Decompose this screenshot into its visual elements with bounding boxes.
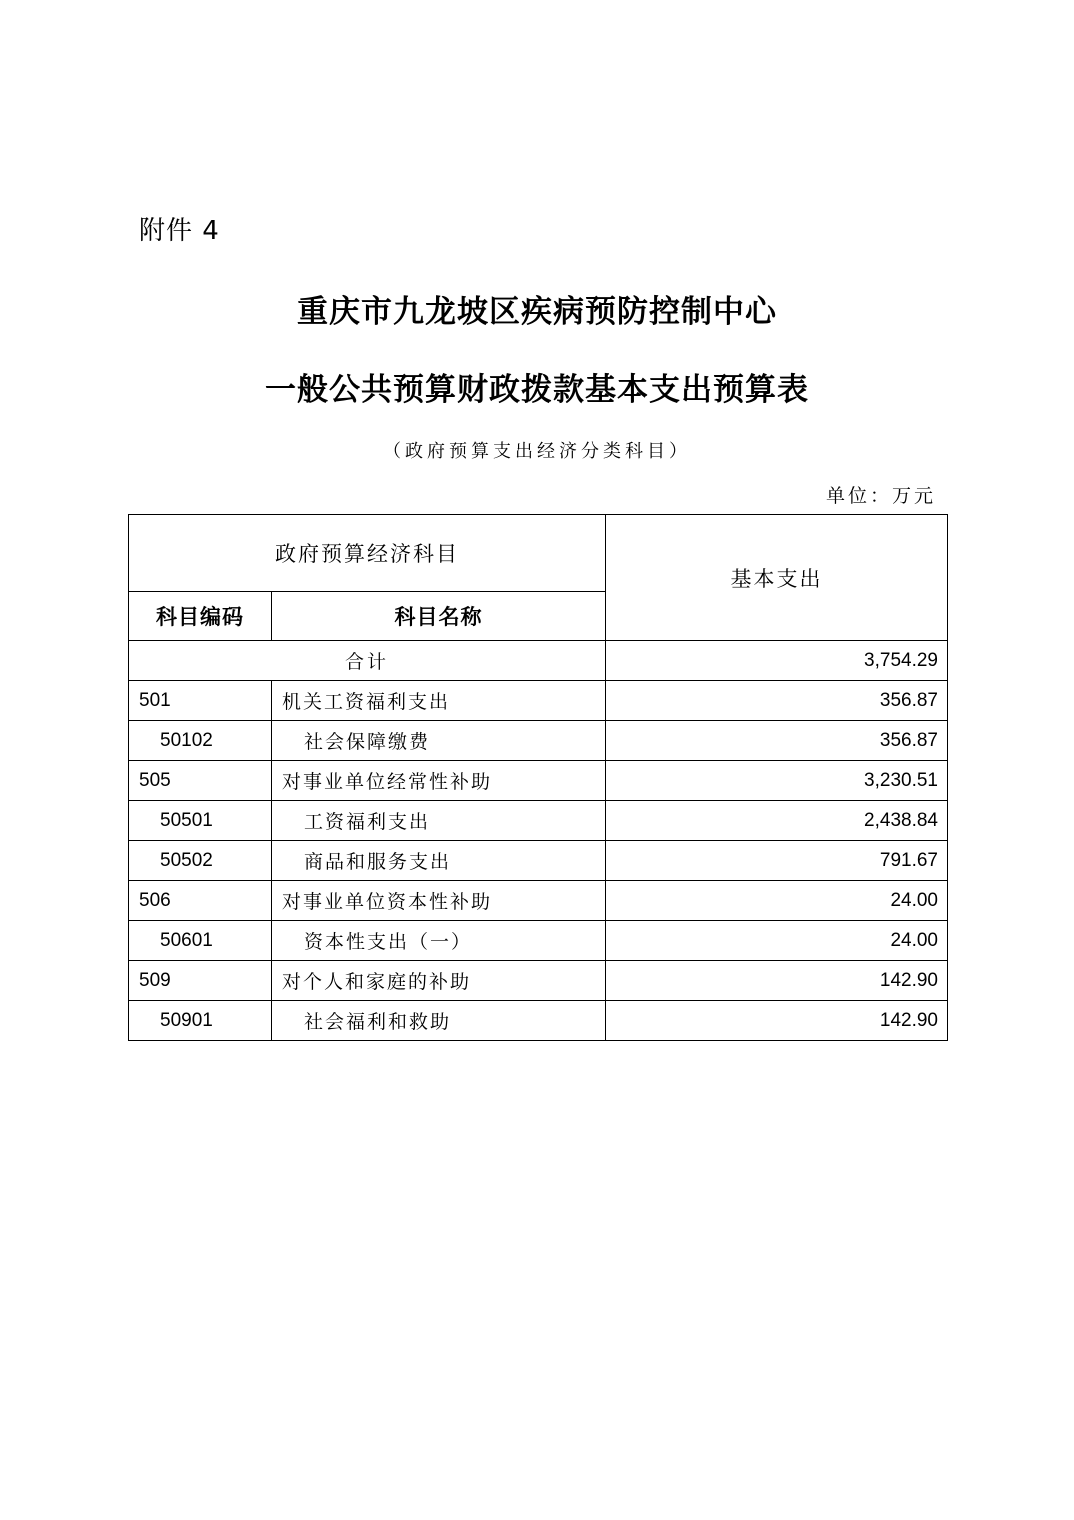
attachment-label: 附件 4	[139, 216, 220, 246]
document-title: 重庆市九龙坡区疾病预防控制中心	[297, 294, 777, 330]
header-subject-code: 科目编码	[129, 592, 272, 641]
table-row	[129, 801, 948, 841]
table-row	[129, 921, 948, 961]
subject-code: 505	[129, 761, 272, 801]
subject-amount: 356.87	[606, 721, 948, 761]
subject-name: 社会保障缴费	[272, 721, 606, 761]
table-row	[129, 841, 948, 881]
budget-table	[128, 514, 948, 1041]
subject-code: 509	[129, 961, 272, 1001]
subject-name: 资本性支出（一）	[272, 921, 606, 961]
subject-amount: 2,438.84	[606, 801, 948, 841]
table-row	[129, 681, 948, 721]
total-row	[129, 641, 948, 681]
header-economic-category: 政府预算经济科目	[129, 515, 606, 592]
table-row	[129, 1001, 948, 1041]
subject-name: 商品和服务支出	[272, 841, 606, 881]
subject-name: 对个人和家庭的补助	[272, 961, 606, 1001]
subject-name: 社会福利和救助	[272, 1001, 606, 1041]
total-label: 合计	[129, 641, 606, 681]
subject-amount: 24.00	[606, 921, 948, 961]
subject-code: 50601	[129, 921, 272, 961]
header-basic-expenditure: 基本支出	[606, 515, 948, 641]
header-subject-name: 科目名称	[272, 592, 606, 641]
subject-code: 50501	[129, 801, 272, 841]
total-value: 3,754.29	[606, 641, 948, 681]
subject-code: 50901	[129, 1001, 272, 1041]
subject-amount: 3,230.51	[606, 761, 948, 801]
document-title-line2: 一般公共预算财政拨款基本支出预算表	[265, 372, 809, 408]
subject-code: 506	[129, 881, 272, 921]
table-header-row	[129, 515, 948, 592]
subject-amount: 356.87	[606, 681, 948, 721]
table-row	[129, 881, 948, 921]
subject-name: 对事业单位经常性补助	[272, 761, 606, 801]
table-row	[129, 761, 948, 801]
subject-amount: 24.00	[606, 881, 948, 921]
document-subtitle: （政府预算支出经济分类科目）	[383, 441, 691, 462]
table-row	[129, 721, 948, 761]
unit-label: 单位：万元	[825, 485, 936, 507]
subject-code: 501	[129, 681, 272, 721]
subject-name: 工资福利支出	[272, 801, 606, 841]
subject-amount: 142.90	[606, 1001, 948, 1041]
subject-amount: 791.67	[606, 841, 948, 881]
subject-code: 50502	[129, 841, 272, 881]
subject-code: 50102	[129, 721, 272, 761]
subject-name: 机关工资福利支出	[272, 681, 606, 721]
table-row	[129, 961, 948, 1001]
subject-amount: 142.90	[606, 961, 948, 1001]
subject-name: 对事业单位资本性补助	[272, 881, 606, 921]
